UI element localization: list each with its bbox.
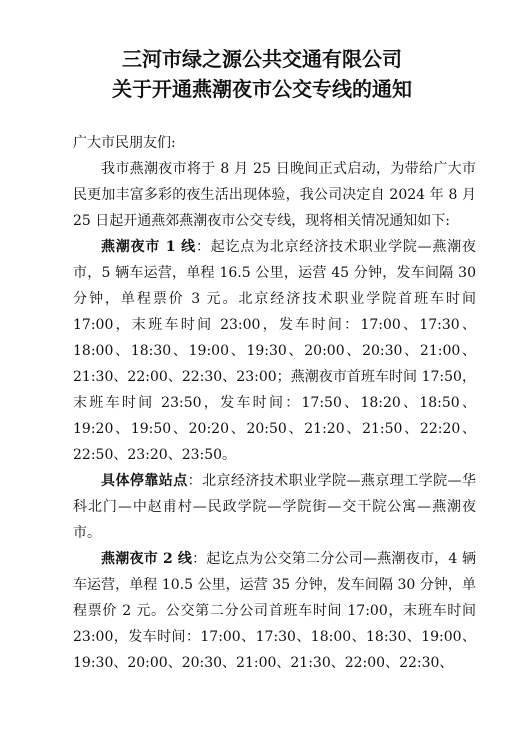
title-line-1: 三河市绿之源公共交通有限公司 (122, 47, 402, 71)
line2-text: ：起讫点为公交第二分公司—燕潮夜市，4 辆车运营，单程 10.5 公里，运营 35 分钟，发车间隔 30 分钟，单程票价 2 元。公交第二分公司首班车时间 17:00，末班车时间 23:00，发车时间：17:00、17:30、18:00、18:30、19:00、19:30、20:00、20:30、21:00、21:30、22:00、22:30、 (73, 551, 476, 671)
intro-paragraph: 我市燕潮夜市将于 8 月 25 日晚间正式启动，为带给广大市民更加丰富多彩的夜生活出现体验，我公司决定自 2024 年 8 月 25 日起开通燕郊燕潮夜市公交专线，现将相关情况通知如下: (73, 161, 476, 229)
line1-text: ：起讫点为北京经济技术职业学院—燕潮夜市，5 辆车运营，单程 16.5 公里，运营 45 分钟，发车间隔 30 分钟，单程票价 3 元。北京经济技术职业学院首班车时间 17:00，末班车时间 23:00，发车时间：17:00、17:30、18:00、18:30、19:00、19:30、20:00、20:30、21:00、21:30、22:00、22:30、23:00；燕潮夜市首班车时间 17:50，末班车时间 23:50，发车时间：17:50、18:20、18:50、19:20、19:50、20:20、20:50、21:20、21:50、22:20、22:50、23:20、23:50。 (73, 239, 476, 463)
greeting: 广大市民朋友们: (73, 135, 176, 151)
stops-label: 具体停靠站点 (101, 473, 188, 489)
line1-paragraph (73, 234, 476, 468)
line1-label: 燕潮夜市 1 线 (101, 239, 196, 255)
stops-text: ：北京经济技术职业学院—燕京理工学院—华科北门—中赵甫村—民政学院—学院街—交干院公寓—燕潮夜市。 (73, 473, 476, 541)
stops-paragraph (73, 468, 476, 546)
line2-label: 燕潮夜市 2 线 (101, 551, 193, 567)
title-line-2: 关于开通燕潮夜市公交专线的通知 (112, 77, 412, 101)
document-title (48, 44, 476, 104)
line2-paragraph (73, 546, 476, 676)
